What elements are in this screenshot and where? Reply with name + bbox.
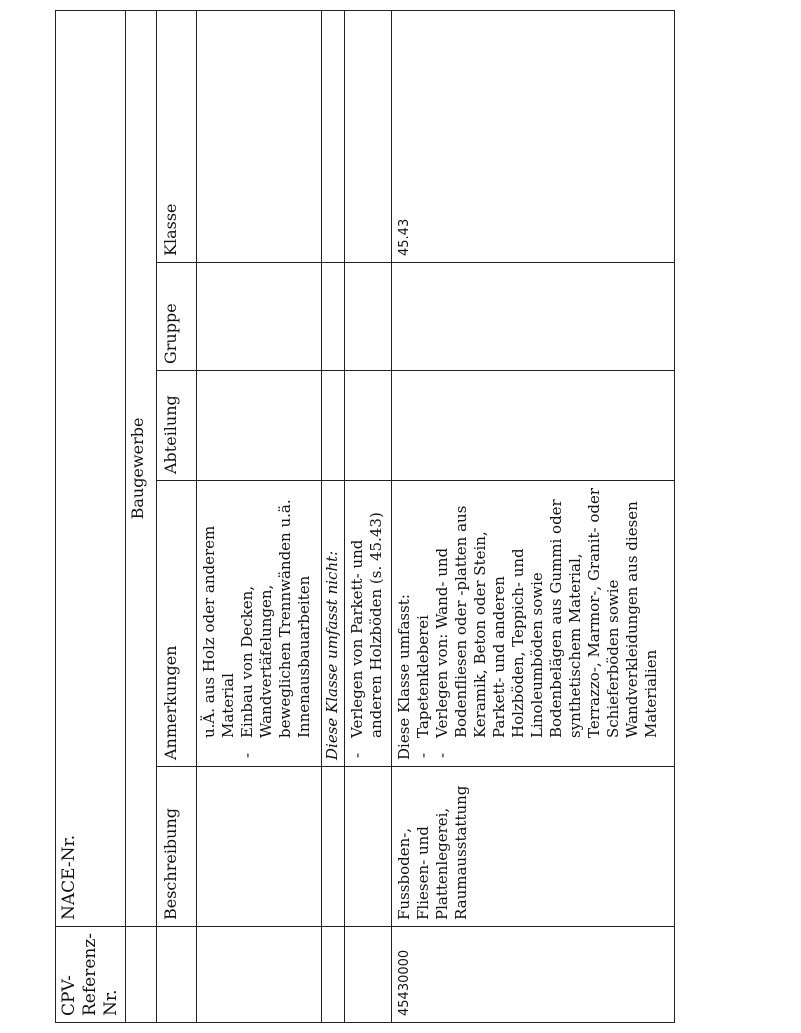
- note-list: [238, 487, 314, 760]
- klasse-cell: [196, 10, 321, 262]
- note-item: - Tapetenkleberei: [414, 487, 433, 760]
- klasse-cell: 45.43: [391, 10, 674, 262]
- section-row: [125, 10, 156, 1022]
- column-header-gruppe: Gruppe: [156, 262, 196, 370]
- abteilung-cell: [321, 370, 344, 480]
- header-row: [55, 10, 125, 1022]
- gruppe-cell: [344, 262, 391, 370]
- note-item: - Verlegen von: Wand- und Bodenfliesen oder -platten aus Keramik, Beton oder Stein, Parkett- und anderen Holzböden, Teppich- und Linoleumböden sowie Bodenbelägen aus Gummi oder synthetischem Material, Terrazzo-, Marmor-, Granit- oder Schieferböden sowie Wandverkleidungen aus diesen Materialien: [433, 487, 661, 760]
- table-row: [321, 10, 344, 1022]
- anmerkungen-cell: [391, 480, 674, 766]
- classification-table: [55, 9, 675, 1022]
- abteilung-cell: [344, 370, 391, 480]
- table-row: [344, 10, 391, 1022]
- table-row: [196, 10, 321, 1022]
- anmerkungen-cell: [196, 480, 321, 766]
- note-intro: Diese Klasse umfasst:: [394, 593, 413, 760]
- cpv-cell: [321, 926, 344, 1022]
- column-header-klasse: Klasse: [156, 10, 196, 262]
- note-item: - Verlegen von Parkett- und anderen Holzböden (s. 45.43): [348, 487, 386, 760]
- gruppe-cell: [196, 262, 321, 370]
- cpv-cell: [344, 926, 391, 1022]
- note-list: [414, 487, 661, 760]
- abteilung-cell: [391, 370, 674, 480]
- cpv-cell: 45430000: [391, 926, 674, 1022]
- abteilung-cell: [196, 370, 321, 480]
- klasse-cell: [321, 10, 344, 262]
- note-item: - Einbau von Decken, Wandvertäfelungen, beweglichen Trennwänden u.ä. Innenausbauarbeiten: [238, 487, 314, 760]
- column-header-abteilung: Abteilung: [156, 370, 196, 480]
- nace-header: NACE-Nr.: [55, 10, 125, 926]
- beschreibung-cell: [196, 766, 321, 926]
- column-header-row: [156, 10, 196, 1022]
- anmerkungen-cell: [344, 480, 391, 766]
- beschreibung-cell: [321, 766, 344, 926]
- note-list: [348, 487, 386, 760]
- empty-cell: [156, 926, 196, 1022]
- klasse-cell: [344, 10, 391, 262]
- empty-cell: [125, 926, 156, 1022]
- beschreibung-cell: [344, 766, 391, 926]
- section-title: Baugewerbe: [125, 10, 156, 926]
- beschreibung-cell: Fussboden-, Fliesen- und Plattenlegerei, Raumausstattung: [391, 766, 674, 926]
- column-header-beschreibung: Beschreibung: [156, 766, 196, 926]
- table-row: [391, 10, 674, 1022]
- gruppe-cell: [391, 262, 674, 370]
- column-header-anmerkungen: Anmerkungen: [156, 480, 196, 766]
- gruppe-cell: [321, 262, 344, 370]
- document-page: [55, 11, 747, 1023]
- note-continuation: u.Ä. aus Holz oder anderem Material: [199, 525, 237, 738]
- cpv-header: CPV- Referenz-Nr.: [55, 926, 125, 1022]
- anmerkungen-cell: Diese Klasse umfasst nicht:: [321, 480, 344, 766]
- cpv-cell: [196, 926, 321, 1022]
